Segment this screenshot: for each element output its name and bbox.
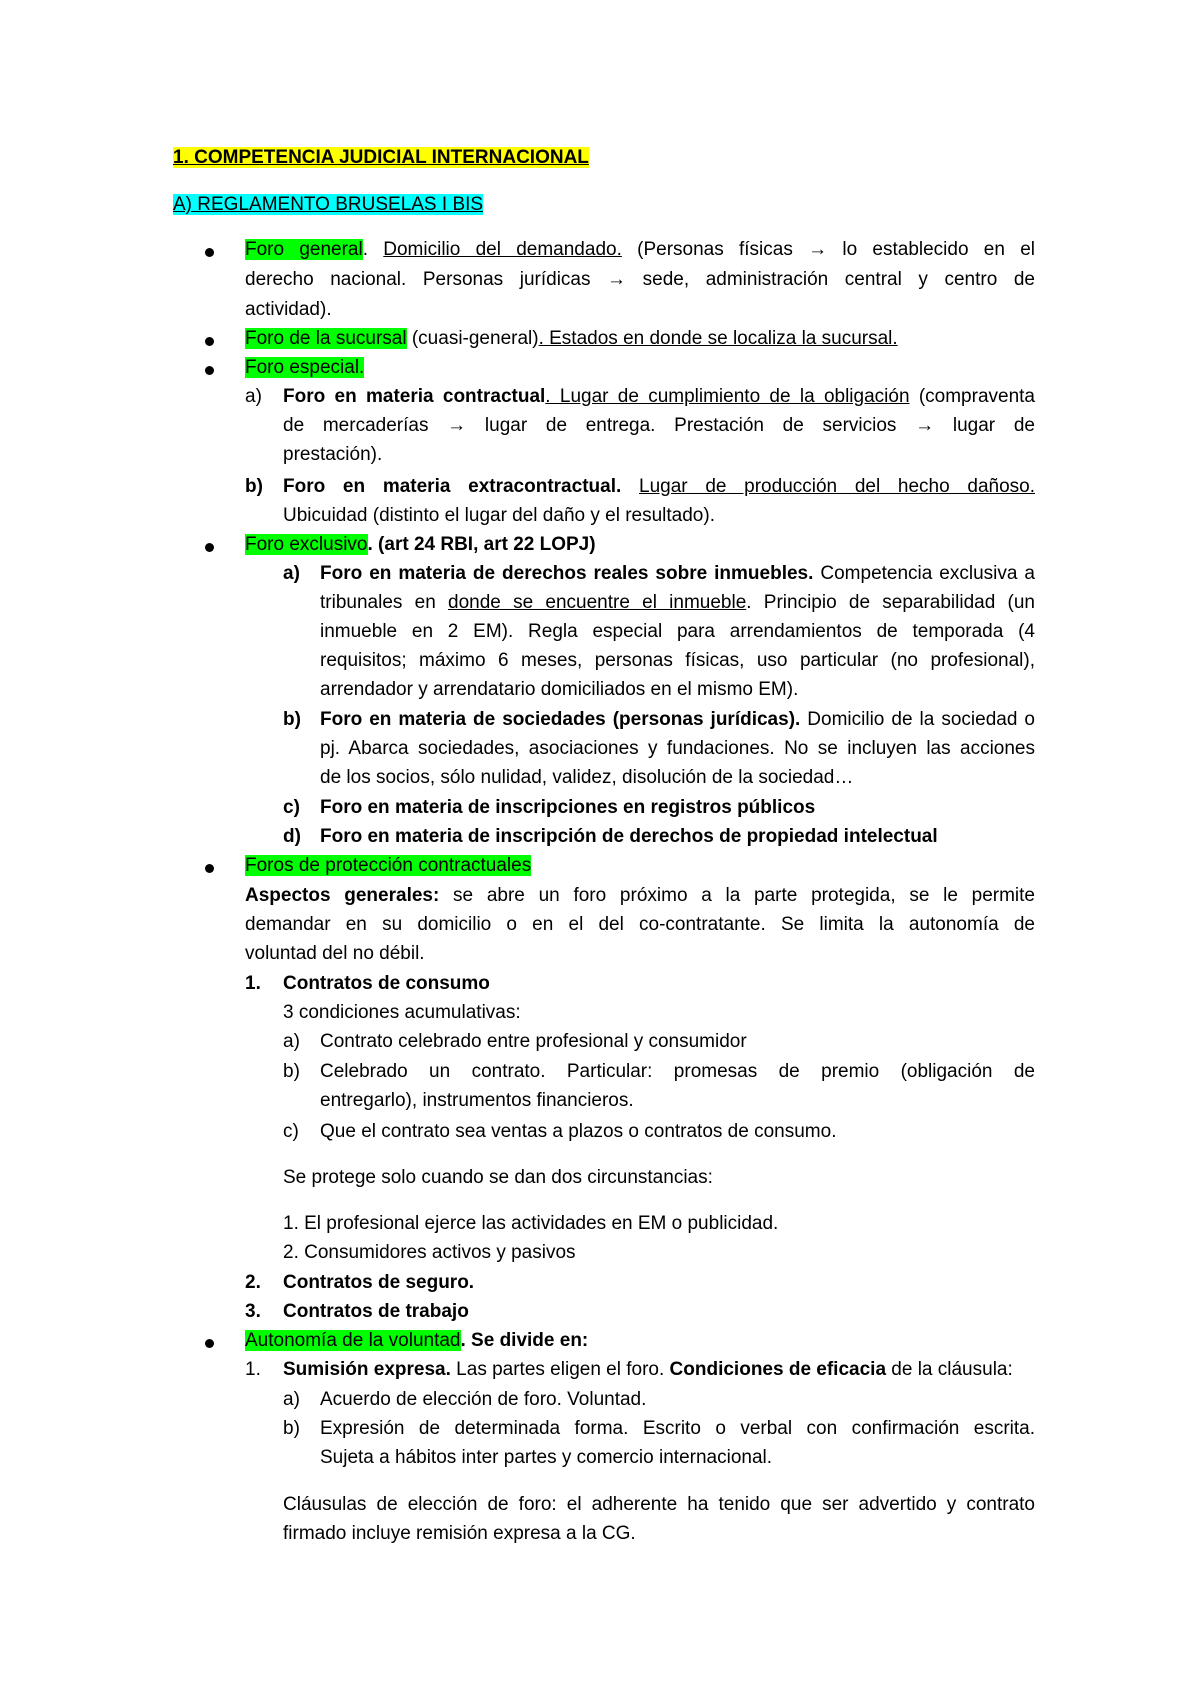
list-marker: b) xyxy=(245,476,263,497)
foro-sociedades-line1: Foro en materia de sociedades (personas jurídicas). Domicilio de la sociedad o xyxy=(320,709,1035,730)
sumision-expresa-line: Sumisión expresa. Las partes eligen el foro. Condiciones de eficacia de la cláusula: xyxy=(283,1359,1013,1380)
bullet-icon xyxy=(205,543,214,552)
bullet-icon xyxy=(205,248,214,257)
expresion-forma-line2: Sujeta a hábitos inter partes y comercio internacional. xyxy=(320,1447,773,1468)
list-marker: a) xyxy=(283,1031,300,1052)
foro-inmuebles-line3: inmueble en 2 EM). Regla especial para arrendamientos de temporada (4 xyxy=(320,621,1035,642)
document-title: 1. COMPETENCIA JUDICIAL INTERNACIONAL xyxy=(173,147,589,168)
list-marker: c) xyxy=(283,1121,299,1142)
foro-sociedades-line3: de los socios, sólo nulidad, validez, disolución de la sociedad… xyxy=(320,767,854,788)
list-marker: a) xyxy=(283,1389,300,1410)
list-marker: a) xyxy=(245,386,262,407)
foro-contractual-line3: prestación). xyxy=(283,444,383,465)
foro-inmuebles-line1: Foro en materia de derechos reales sobre inmuebles. Competencia exclusiva a xyxy=(320,563,1035,584)
list-marker: c) xyxy=(283,797,300,818)
condicion-a: Contrato celebrado entre profesional y consumidor xyxy=(320,1031,747,1052)
condicion-b-line1: Celebrado un contrato. Particular: promesas de premio (obligación de xyxy=(320,1061,1035,1082)
aspectos-line2: demandar en su domicilio o en el del co-contratante. Se limita la autonomía de xyxy=(245,914,1035,935)
expresion-forma-line1: Expresión de determinada forma. Escrito o verbal con confirmación escrita. xyxy=(320,1418,1035,1439)
list-marker: 3. xyxy=(245,1301,261,1322)
foros-proteccion-heading: Foros de protección contractuales xyxy=(245,855,532,876)
contratos-consumo-title: Contratos de consumo xyxy=(283,973,490,994)
clausulas-line1: Cláusulas de elección de foro: el adherente ha tenido que ser advertido y contrato xyxy=(283,1494,1035,1515)
bullet-icon xyxy=(205,864,214,873)
foro-sucursal-line: Foro de la sucursal (cuasi-general). Estados en donde se localiza la sucursal. xyxy=(245,328,898,349)
circunstancia-1: 1. El profesional ejerce las actividades en EM o publicidad. xyxy=(283,1213,779,1234)
contratos-seguro-title: Contratos de seguro. xyxy=(283,1272,475,1293)
contratos-trabajo-title: Contratos de trabajo xyxy=(283,1301,469,1322)
bullet-icon xyxy=(205,366,214,375)
foro-general-line3: actividad). xyxy=(245,299,332,320)
section-heading: A) REGLAMENTO BRUSELAS I BIS xyxy=(173,194,484,215)
list-marker: 2. xyxy=(245,1272,261,1293)
foro-registros-line: Foro en materia de inscripciones en registros públicos xyxy=(320,797,816,818)
foro-general-line2: derecho nacional. Personas jurídicas → sede, administración central y centro de xyxy=(245,269,1035,290)
foro-sociedades-line2: pj. Abarca sociedades, asociaciones y fundaciones. No se incluyen las acciones xyxy=(320,738,1035,759)
foro-extracontractual-line1: Foro en materia extracontractual. Lugar de producción del hecho dañoso. xyxy=(283,476,1036,497)
list-marker: b) xyxy=(283,709,301,730)
foro-general-line1: Foro general. Domicilio del demandado. (Personas físicas → lo establecido en el xyxy=(245,239,1035,260)
clausulas-line2: firmado incluye remisión expresa a la CG. xyxy=(283,1523,636,1544)
foro-contractual-line2: de mercaderías → lugar de entrega. Prestación de servicios → lugar de xyxy=(283,415,1035,436)
foro-propiedad-intelectual-line: Foro en materia de inscripción de derechos de propiedad intelectual xyxy=(320,826,938,847)
foro-especial-heading: Foro especial. xyxy=(245,357,365,378)
list-marker: b) xyxy=(283,1061,300,1082)
list-marker: b) xyxy=(283,1418,300,1439)
list-marker: 1. xyxy=(245,973,261,994)
bullet-icon xyxy=(205,337,214,346)
foro-inmuebles-line5: arrendador y arrendatario domiciliados en el mismo EM). xyxy=(320,679,799,700)
list-marker: 1. xyxy=(245,1359,261,1380)
foro-inmuebles-line2: tribunales en donde se encuentre el inmueble. Principio de separabilidad (un xyxy=(320,592,1035,613)
condiciones-intro: 3 condiciones acumulativas: xyxy=(283,1002,521,1023)
list-marker: a) xyxy=(283,563,300,584)
bullet-icon xyxy=(205,1339,214,1348)
aspectos-line1: Aspectos generales: se abre un foro próximo a la parte protegida, se le permite xyxy=(245,885,1035,906)
foro-contractual-line1: Foro en materia contractual. Lugar de cumplimiento de la obligación (compraventa xyxy=(283,386,1035,407)
foro-exclusivo-heading: Foro exclusivo. (art 24 RBI, art 22 LOPJ) xyxy=(245,534,596,555)
aspectos-line3: voluntad del no débil. xyxy=(245,943,425,964)
acuerdo-eleccion-line: Acuerdo de elección de foro. Voluntad. xyxy=(320,1389,647,1410)
foro-extracontractual-line2: Ubicuidad (distinto el lugar del daño y el resultado). xyxy=(283,505,715,526)
list-marker: d) xyxy=(283,826,301,847)
protege-text: Se protege solo cuando se dan dos circunstancias: xyxy=(283,1167,713,1188)
condicion-b-line2: entregarlo), instrumentos financieros. xyxy=(320,1090,634,1111)
foro-inmuebles-line4: requisitos; máximo 6 meses, personas físicas, uso particular (no profesional), xyxy=(320,650,1035,671)
condicion-c: Que el contrato sea ventas a plazos o contratos de consumo. xyxy=(320,1121,837,1142)
autonomia-heading: Autonomía de la voluntad. Se divide en: xyxy=(245,1330,589,1351)
circunstancia-2: 2. Consumidores activos y pasivos xyxy=(283,1242,576,1263)
